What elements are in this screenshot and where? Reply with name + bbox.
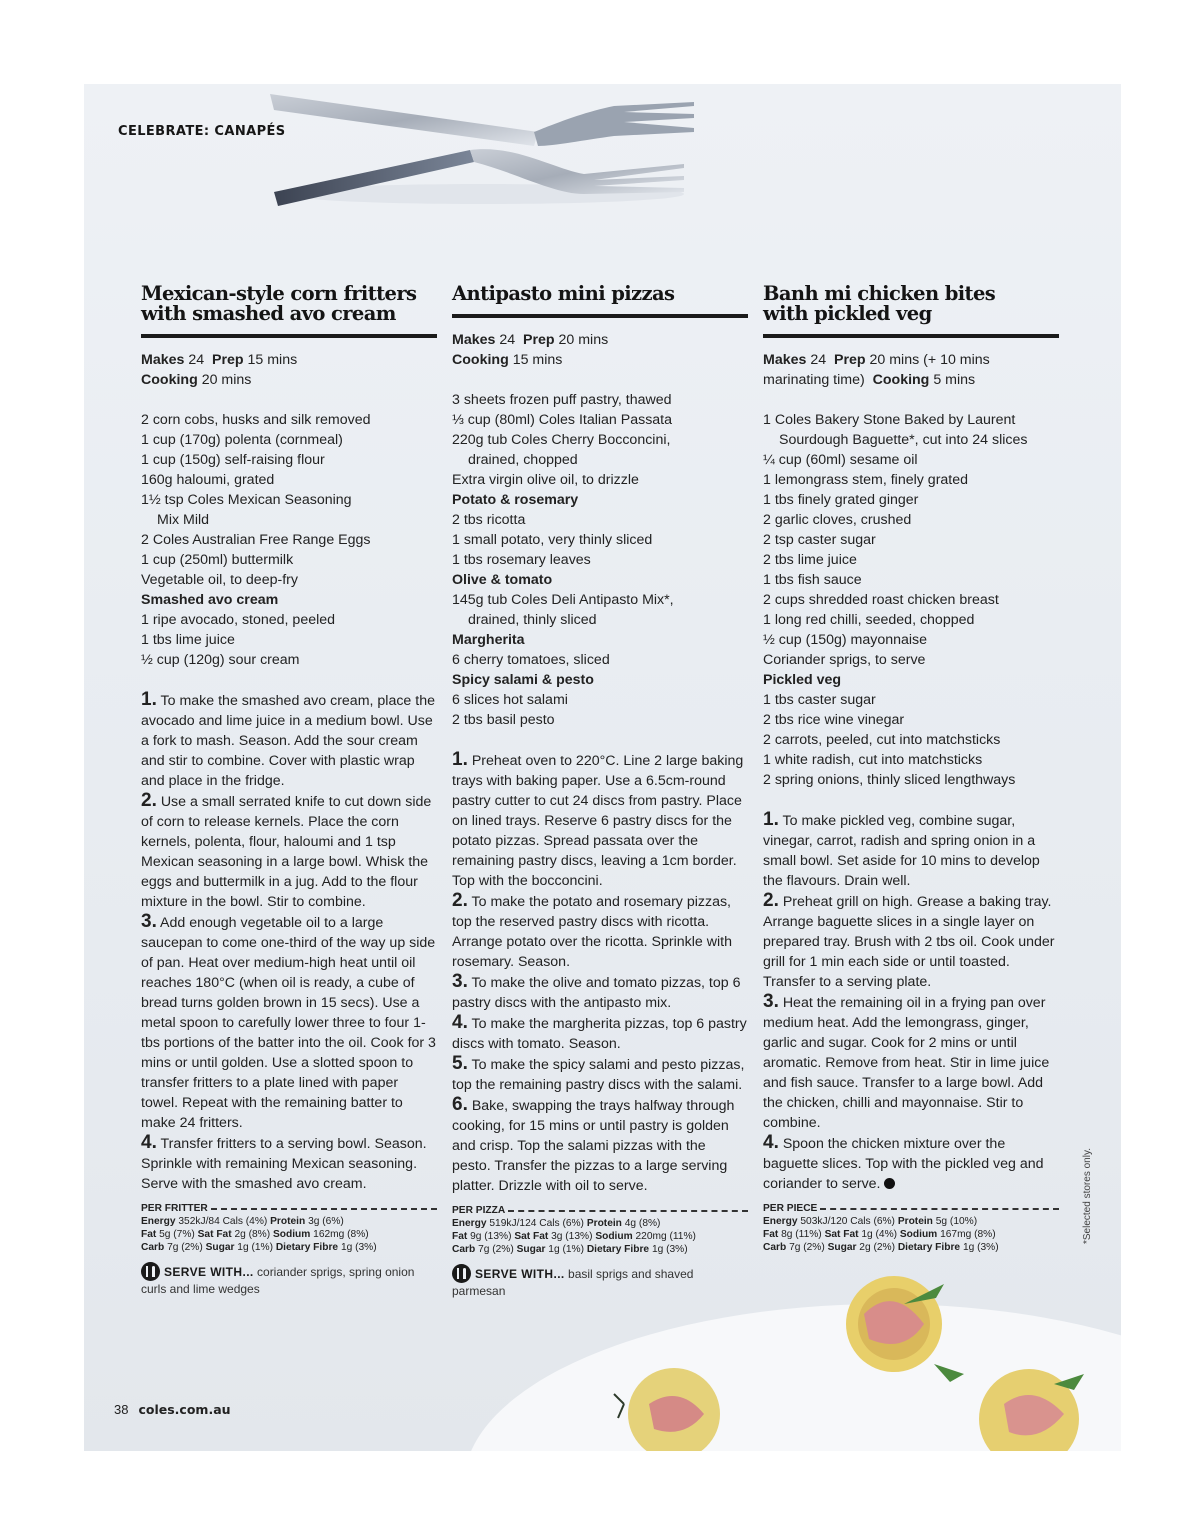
- step-text: To make the margherita pizzas, top 6 pastry discs with tomato. Season.: [452, 1016, 747, 1052]
- nutrient-value: 8g (11%): [781, 1229, 822, 1240]
- ingredient-item: 220g tub Coles Cherry Bocconcini,: [452, 432, 671, 448]
- nutrient-value: 220mg (11%): [635, 1231, 696, 1242]
- ingredient-item: 2 tsp caster sugar: [763, 532, 876, 548]
- nutrition-heading: [763, 1202, 1059, 1215]
- makes-label: Makes: [763, 352, 807, 368]
- nutrition-panel: [452, 1204, 748, 1256]
- recipe-meta: [452, 330, 748, 370]
- ingredient-list: [141, 410, 437, 670]
- nutrient-value: 2g (8%): [234, 1229, 271, 1240]
- nutrient-label: Fat: [452, 1231, 468, 1242]
- nutrient-value: 1g (1%): [548, 1244, 584, 1255]
- nutrition-row: [763, 1228, 1059, 1241]
- nutrient-value: 4g (8%): [624, 1218, 661, 1229]
- method-step: [763, 810, 1059, 891]
- ingredient-subheading: Smashed avo cream: [141, 592, 279, 608]
- nutrient-value: 503kJ/120 Cals (6%): [800, 1216, 895, 1227]
- serve-with-text: basil sprigs and shaved parmesan: [452, 1267, 694, 1298]
- ingredient-subheading: Olive & tomato: [452, 572, 553, 588]
- page-number: 38: [114, 1402, 129, 1417]
- step-number: 2.: [141, 790, 157, 811]
- ingredient-item: 2 tbs rice wine vinegar: [763, 712, 905, 728]
- nutrient-label: Sugar: [516, 1244, 546, 1255]
- cooking-label: Cooking: [141, 372, 198, 388]
- nutrition-row: [452, 1243, 748, 1256]
- nutrition-row: [452, 1230, 748, 1243]
- step-text: Preheat oven to 220°C. Line 2 large baking trays with baking paper. Use a 6.5cm-round pastry cutter to cut 24 discs from pastry. Place on lined trays. Reserve 6 pastry discs for the potato pizzas. Spread passata over the remaining pastry discs, leaving a 1cm border. Top with the bocconcini.: [452, 753, 744, 889]
- step-number: 2.: [452, 890, 468, 911]
- nutrient-value: 2g (2%): [859, 1242, 895, 1253]
- ingredient-item: 2 tbs ricotta: [452, 512, 526, 528]
- step-text: Heat the remaining oil in a frying pan over medium heat. Add the lemongrass, ginger, garlic and sugar. Cook for 2 mins or until aromatic. Remove from heat. Stir in lime juice and fish sauce. Transfer to a large bowl. Add the chicken, chilli and mayonnaise. Stir to combine.: [763, 995, 1050, 1131]
- method-step: [452, 972, 748, 1013]
- recipe-title-line-1: Antipasto mini pizzas: [452, 282, 675, 305]
- nutrition-row: [141, 1241, 437, 1254]
- ingredient-list: [763, 410, 1059, 790]
- step-number: 5.: [452, 1053, 468, 1074]
- method-step: [141, 1133, 437, 1194]
- makes-value: 24: [810, 352, 827, 368]
- nutrient-value: 352kJ/84 Cals (4%): [178, 1216, 268, 1227]
- cooking-label: Cooking: [452, 352, 509, 368]
- makes-value: 24: [499, 332, 516, 348]
- step-number: 4.: [763, 1132, 779, 1153]
- nutrition-row: [141, 1228, 437, 1241]
- step-text: To make pickled veg, combine sugar, vinegar, carrot, radish and spring onion in a small bowl. Set aside for 10 mins to develop the flavours. Drain well.: [763, 813, 1040, 889]
- nutrient-label: Sat Fat: [514, 1231, 549, 1242]
- prep-value: 20 mins: [558, 332, 609, 348]
- ingredient-item: Coriander sprigs, to serve: [763, 652, 926, 668]
- serve-with-label: SERVE WITH...: [475, 1267, 565, 1281]
- nutrient-label: Carb: [141, 1242, 165, 1253]
- ingredient-item: 160g haloumi, grated: [141, 472, 275, 488]
- recipe-antipasto-pizzas: [452, 284, 748, 1300]
- ingredient-item: 2 carrots, peeled, cut into matchsticks: [763, 732, 1001, 748]
- nutrient-label: Sugar: [205, 1242, 235, 1253]
- nutrition-row: [763, 1241, 1059, 1254]
- dashed-rule: [820, 1208, 1059, 1210]
- nutrient-value: 519kJ/124 Cals (6%): [489, 1218, 584, 1229]
- nutrient-label: Sugar: [827, 1242, 857, 1253]
- fork-photo: [254, 84, 714, 214]
- nutrient-label: Protein: [897, 1216, 933, 1227]
- nutrient-value: 7g (2%): [789, 1242, 825, 1253]
- nutrient-label: Sodium: [899, 1229, 938, 1240]
- ingredient-item: Sourdough Baguette*, cut into 24 slices: [779, 432, 1028, 448]
- ingredient-item: 1 small potato, very thinly sliced: [452, 532, 653, 548]
- nutrition-heading-label: PER PIECE: [763, 1203, 818, 1214]
- recipe-title-line-1: Banh mi chicken bites: [763, 282, 996, 305]
- nutrition-panel: [763, 1202, 1059, 1254]
- recipe-corn-fritters: [141, 284, 437, 1298]
- nutrition-heading: [452, 1204, 748, 1217]
- nutrition-panel: [141, 1202, 437, 1254]
- method-list: [763, 810, 1059, 1194]
- nutrient-label: Carb: [763, 1242, 787, 1253]
- serve-with-text: coriander sprigs, spring onion curls and lime wedges: [141, 1265, 415, 1296]
- recipe-title: [452, 284, 748, 318]
- step-text: Use a small serrated knife to cut down side of corn to release kernels. Place the corn kernels, polenta, flour, haloumi and 1 tsp Mexican seasoning in a large bowl. Whisk the eggs and buttermilk in a jug. Add to the flour mixture in the bowl. Stir to combine.: [141, 794, 432, 910]
- selected-stores-note: *Selected stores only.: [1082, 1148, 1093, 1244]
- makes-label: Makes: [141, 352, 185, 368]
- nutrient-label: Carb: [452, 1244, 476, 1255]
- nutrition-heading-label: PER FRITTER: [141, 1203, 208, 1214]
- cooking-value: 15 mins: [512, 352, 563, 368]
- ingredient-item: 1½ tsp Coles Mexican Seasoning: [141, 492, 352, 508]
- method-step: [452, 1054, 748, 1095]
- method-step: [763, 891, 1059, 992]
- prep-label: Prep: [212, 352, 244, 368]
- nutrient-value: 167mg (8%): [940, 1229, 996, 1240]
- nutrient-label: Protein: [586, 1218, 622, 1229]
- method-list: [141, 690, 437, 1194]
- page-footer: [114, 1402, 231, 1417]
- ingredient-item: drained, chopped: [468, 452, 578, 468]
- cooking-value: 20 mins: [201, 372, 252, 388]
- nutrient-value: 5g (10%): [935, 1216, 978, 1227]
- prep-label: Prep: [523, 332, 555, 348]
- nutrient-label: Energy: [452, 1218, 487, 1229]
- step-text: Add enough vegetable oil to a large saucepan to come one-third of the way up side of pan. Heat over medium-high heat until oil reaches 180°C (when oil is ready, a cube of bread turns golden brown in 15 secs). Use a metal spoon to carefully lower three to four 1-tbs portions of the batter into the oil. Cook for 3 mins or until golden. Use a slotted spoon to transfer fritters to a plate lined with paper towel. Repeat with the remaining batter to make 24 fritters.: [141, 915, 436, 1131]
- step-number: 1.: [763, 809, 779, 830]
- ingredient-item: ¼ cup (60ml) sesame oil: [763, 452, 918, 468]
- nutrient-label: Dietary Fibre: [275, 1242, 339, 1253]
- prep-value: 20 mins (+ 10 mins marinating time): [763, 352, 990, 388]
- ingredient-item: 1 tbs lime juice: [141, 632, 235, 648]
- recipe-meta: [141, 350, 437, 390]
- ingredient-item: 2 tbs basil pesto: [452, 712, 555, 728]
- method-step: [452, 1095, 748, 1196]
- step-text: Spoon the chicken mixture over the baguette slices. Top with the pickled veg and coriander to serve.: [763, 1136, 1044, 1192]
- dashed-rule: [508, 1210, 748, 1212]
- ingredient-item: 2 garlic cloves, crushed: [763, 512, 912, 528]
- ingredient-item: 1 tbs rosemary leaves: [452, 552, 591, 568]
- nutrient-label: Fat: [763, 1229, 779, 1240]
- step-number: 1.: [141, 689, 157, 710]
- cutlery-icon: [141, 1262, 160, 1281]
- nutrient-label: Sodium: [272, 1229, 311, 1240]
- ingredient-item: 1 tbs finely grated ginger: [763, 492, 919, 508]
- ingredient-subheading: Spicy salami & pesto: [452, 672, 594, 688]
- recipe-banh-mi-bites: [763, 284, 1059, 1254]
- nutrition-row: [141, 1215, 437, 1228]
- nutrient-label: Energy: [141, 1216, 176, 1227]
- ingredient-item: 2 cups shredded roast chicken breast: [763, 592, 999, 608]
- step-text: Preheat grill on high. Grease a baking tray. Arrange baguette slices in a single layer on prepared tray. Brush with 2 tbs oil. Cook under grill for 1 min each side or until toasted. Transfer to a serving plate.: [763, 894, 1055, 990]
- nutrient-value: 9g (13%): [470, 1231, 512, 1242]
- recipe-title: [141, 284, 437, 338]
- method-step: [452, 1013, 748, 1054]
- ingredient-item: 1 ripe avocado, stoned, peeled: [141, 612, 336, 628]
- nutrient-value: 7g (2%): [478, 1244, 514, 1255]
- ingredient-item: 1 cup (250ml) buttermilk: [141, 552, 294, 568]
- method-step: [452, 891, 748, 972]
- serve-with-label: SERVE WITH...: [164, 1265, 254, 1279]
- step-text: To make the potato and rosemary pizzas, top the reserved pastry discs with ricotta. Arrange potato over the ricotta. Sprinkle with rosemary. Season.: [452, 894, 732, 970]
- nutrient-label: Protein: [270, 1216, 306, 1227]
- nutrition-row: [452, 1217, 748, 1230]
- recipe-title: [763, 284, 1059, 338]
- step-text: To make the spicy salami and pesto pizzas, top the remaining pastry discs with the salami.: [452, 1057, 745, 1093]
- step-number: 1.: [452, 749, 468, 770]
- ingredient-item: 2 tbs lime juice: [763, 552, 857, 568]
- ingredient-item: 6 cherry tomatoes, sliced: [452, 652, 610, 668]
- nutrient-value: 1g (3%): [340, 1242, 377, 1253]
- nutrient-value: 162mg (8%): [313, 1229, 369, 1240]
- nutrient-value: 1g (4%): [861, 1229, 898, 1240]
- ingredient-item: 1 long red chilli, seeded, chopped: [763, 612, 975, 628]
- method-step: [141, 791, 437, 912]
- nutrient-label: Dietary Fibre: [897, 1242, 961, 1253]
- ingredient-item: 2 spring onions, thinly sliced lengthways: [763, 772, 1016, 788]
- method-step: [763, 1133, 1059, 1194]
- nutrition-row: [763, 1215, 1059, 1228]
- method-step: [763, 992, 1059, 1133]
- ingredient-item: 6 slices hot salami: [452, 692, 568, 708]
- step-text: To make the olive and tomato pizzas, top 6 pastry discs with the antipasto mix.: [452, 975, 741, 1011]
- ingredient-item: 1 lemongrass stem, finely grated: [763, 472, 969, 488]
- nutrient-value: 1g (3%): [651, 1244, 688, 1255]
- method-step: [141, 912, 437, 1133]
- step-number: 6.: [452, 1094, 468, 1115]
- step-number: 3.: [141, 911, 157, 932]
- ingredient-subheading: Potato & rosemary: [452, 492, 579, 508]
- end-mark-icon: [884, 1178, 895, 1189]
- serve-with: [141, 1262, 437, 1298]
- ingredient-item: 1 tbs fish sauce: [763, 572, 862, 588]
- ingredient-item: ½ cup (120g) sour cream: [141, 652, 300, 668]
- ingredient-item: 1 white radish, cut into matchsticks: [763, 752, 983, 768]
- nutrient-value: 3g (13%): [551, 1231, 593, 1242]
- ingredient-list: [452, 390, 748, 730]
- ingredient-item: 1 cup (170g) polenta (cornmeal): [141, 432, 343, 448]
- prep-label: Prep: [834, 352, 866, 368]
- makes-value: 24: [188, 352, 205, 368]
- ingredient-item: Extra virgin olive oil, to drizzle: [452, 472, 639, 488]
- ingredient-item: 3 sheets frozen puff pastry, thawed: [452, 392, 672, 408]
- nutrient-label: Dietary Fibre: [586, 1244, 650, 1255]
- step-text: Bake, swapping the trays halfway through cooking, for 15 mins or until pastry is golden and crisp. Top the salami pizzas with the pesto. Transfer the pizzas to a large serving platter. Drizzle with oil to serve.: [452, 1098, 735, 1194]
- recipe-meta: [763, 350, 1059, 390]
- nutrition-heading-label: PER PIZZA: [452, 1205, 506, 1216]
- ingredient-subheading: Pickled veg: [763, 672, 842, 688]
- step-text: Transfer fritters to a serving bowl. Season. Sprinkle with remaining Mexican seasoning. Serve with the smashed avo cream.: [141, 1136, 427, 1192]
- ingredient-subheading: Margherita: [452, 632, 525, 648]
- step-number: 4.: [141, 1132, 157, 1153]
- dashed-rule: [211, 1208, 437, 1210]
- nutrient-value: 7g (2%): [167, 1242, 203, 1253]
- method-step: [141, 690, 437, 791]
- nutrient-value: 1g (1%): [237, 1242, 273, 1253]
- method-step: [452, 750, 748, 891]
- magazine-page: [84, 84, 1121, 1451]
- recipe-title-line-2: with smashed avo cream: [141, 302, 396, 325]
- nutrition-heading: [141, 1202, 437, 1215]
- step-number: 4.: [452, 1012, 468, 1033]
- section-label: CELEBRATE: CANAPÉS: [118, 124, 286, 139]
- ingredient-item: ⅓ cup (80ml) Coles Italian Passata: [452, 412, 673, 428]
- ingredient-item: 2 corn cobs, husks and silk removed: [141, 412, 371, 428]
- nutrient-label: Fat: [141, 1229, 157, 1240]
- ingredient-item: 1 cup (150g) self-raising flour: [141, 452, 325, 468]
- step-number: 2.: [763, 890, 779, 911]
- ingredient-item: Mix Mild: [157, 512, 210, 528]
- nutrient-value: 5g (7%): [159, 1229, 195, 1240]
- cooking-label: Cooking: [872, 372, 930, 388]
- ingredient-item: 145g tub Coles Deli Antipasto Mix*,: [452, 592, 674, 608]
- nutrient-value: 3g (6%): [308, 1216, 344, 1227]
- nutrient-label: Sat Fat: [824, 1229, 859, 1240]
- ingredient-item: Vegetable oil, to deep-fry: [141, 572, 298, 588]
- makes-label: Makes: [452, 332, 496, 348]
- recipe-title-line-2: with pickled veg: [763, 302, 932, 325]
- nutrient-value: 1g (3%): [962, 1242, 999, 1253]
- prep-value: 15 mins: [247, 352, 298, 368]
- step-number: 3.: [452, 971, 468, 992]
- ingredient-item: 2 Coles Australian Free Range Eggs: [141, 532, 371, 548]
- recipe-title-line-1: Mexican-style corn fritters: [141, 282, 417, 305]
- ingredient-item: ½ cup (150g) mayonnaise: [763, 632, 928, 648]
- ingredient-item: 1 Coles Bakery Stone Baked by Laurent: [763, 412, 1016, 428]
- ingredient-item: 1 tbs caster sugar: [763, 692, 876, 708]
- step-number: 3.: [763, 991, 779, 1012]
- nutrient-label: Sodium: [595, 1231, 633, 1242]
- nutrient-label: Energy: [763, 1216, 798, 1227]
- canapes-photo: [464, 1264, 1121, 1451]
- cooking-value: 5 mins: [933, 372, 976, 388]
- ingredient-item: drained, thinly sliced: [468, 612, 597, 628]
- nutrient-label: Sat Fat: [197, 1229, 232, 1240]
- method-list: [452, 750, 748, 1196]
- step-text: To make the smashed avo cream, place the avocado and lime juice in a medium bowl. Use a fork to mash. Season. Add the sour cream and stir to combine. Cover with plastic wrap and place in the fridge.: [141, 693, 435, 789]
- site-url: coles.com.au: [138, 1402, 231, 1417]
